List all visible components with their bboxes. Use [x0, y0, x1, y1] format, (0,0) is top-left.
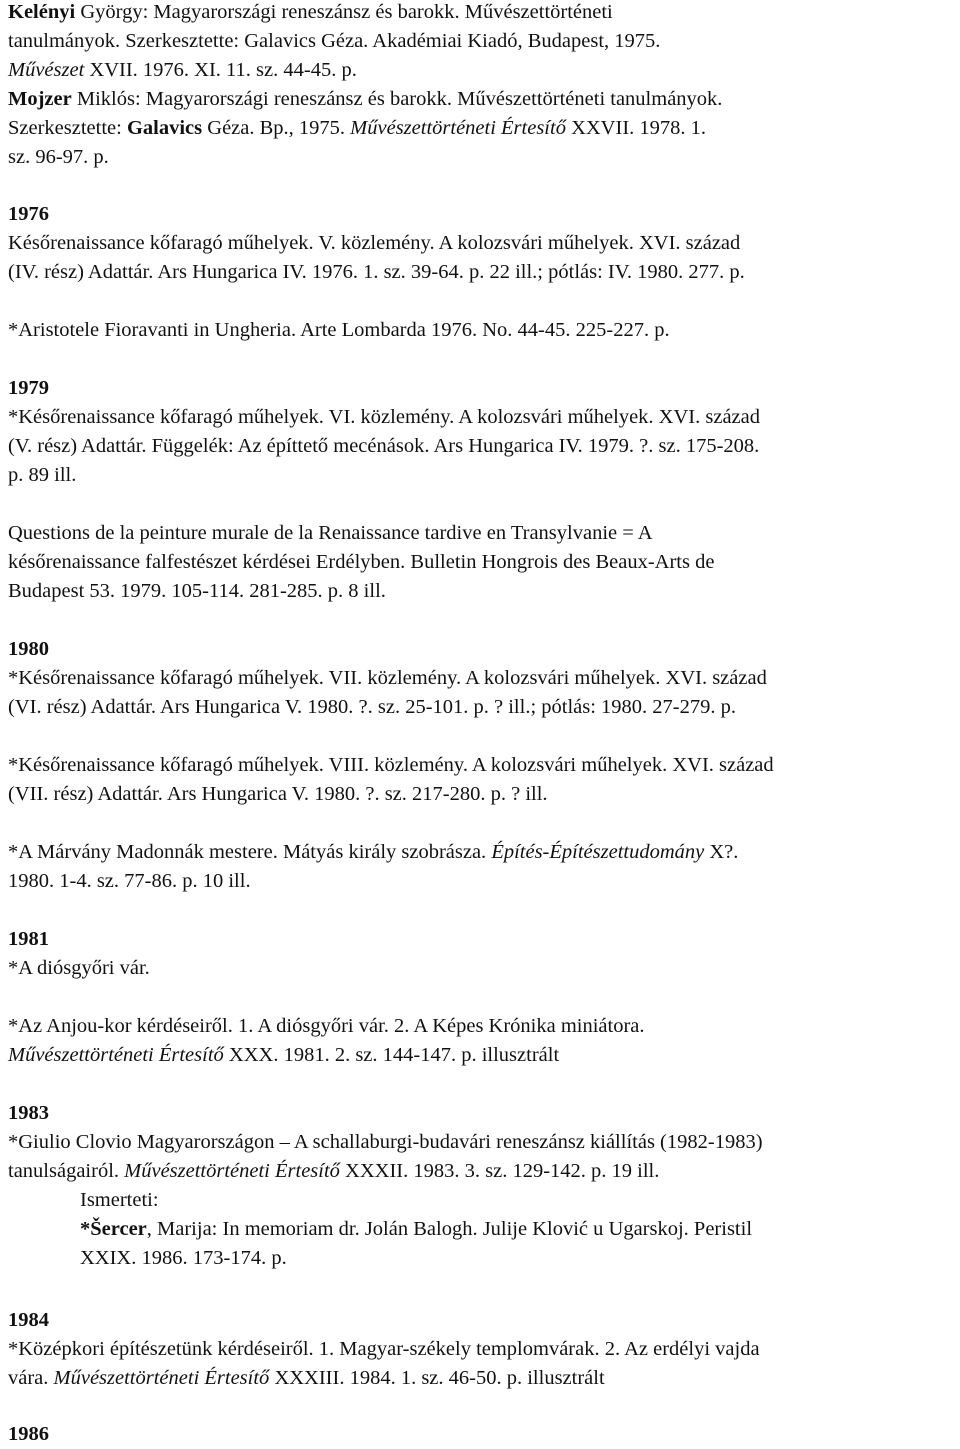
journal-title: Építés-Építészettudomány — [491, 841, 705, 863]
entry-text: vára. — [8, 1367, 54, 1389]
entry-text: (VII. rész) Adattár. Ars Hungarica V. 1980. ?. sz. 217-280. p. ? ill. — [8, 783, 548, 805]
entry-text: (V. rész) Adattár. Függelék: Az építtető mecénások. Ars Hungarica IV. 1979. ?. sz. 175-208. — [8, 435, 760, 457]
entry-kofarago-viii — [8, 751, 953, 809]
journal-title: Művészettörténeti Értesítő — [8, 1044, 224, 1066]
year-section-1981 — [8, 925, 953, 983]
entry-text: *A Márvány Madonnák mestere. Mátyás király szobrásza. — [8, 841, 492, 863]
entry-text: , Marija: In memoriam dr. Jolán Balogh. Julije Klović u Ugarskoj. Peristil — [146, 1218, 753, 1240]
year-heading: 1986 — [8, 1423, 49, 1445]
entry-text: Miklós: Magyarországi reneszánsz és barokk. Művészettörténeti tanulmányok. — [71, 88, 723, 110]
entry-text: Questions de la peinture murale de la Renaissance tardive en Transylvanie = A — [8, 522, 653, 544]
entry-text: XXXIII. 1984. 1. sz. 46-50. p. illusztrált — [269, 1367, 605, 1389]
entry-kelenyi-review — [8, 0, 953, 85]
entry-text: Szerkesztette: — [8, 117, 127, 139]
entry-text: későrenaissance falfestészet kérdései Erdélyben. Bulletin Hongrois des Beaux-Arts de — [8, 551, 715, 573]
entry-text: *Aristotele Fioravanti in Ungheria. Arte Lombarda 1976. No. 44-45. 225-227. p. — [8, 319, 670, 341]
review-label: Ismerteti: — [80, 1189, 159, 1211]
author-name: Kelényi — [8, 1, 76, 23]
entry-text: *Az Anjou-kor kérdéseiről. 1. A diósgyőri vár. 2. A Képes Krónika miniátora. — [8, 1015, 645, 1037]
year-section-1980 — [8, 635, 953, 722]
journal-title: Művészettörténeti Értesítő — [124, 1160, 340, 1182]
year-heading: 1981 — [8, 928, 49, 950]
entry-text: Budapest 53. 1979. 105-114. 281-285. p. 8 ill. — [8, 580, 386, 602]
review-block — [80, 1186, 952, 1273]
year-heading: 1983 — [8, 1102, 49, 1124]
entry-text: tanulságairól. — [8, 1160, 125, 1182]
entry-text: sz. 96-97. p. — [8, 146, 109, 168]
entry-anjou-kor — [8, 1012, 953, 1070]
entry-text: (IV. rész) Adattár. Ars Hungarica IV. 1976. 1. sz. 39-64. p. 22 ill.; pótlás: IV. 1980. 277. p. — [8, 261, 745, 283]
year-section-1984 — [8, 1306, 953, 1393]
entry-text: *Későrenaissance kőfaragó műhelyek. VI. közlemény. A kolozsvári műhelyek. XVI. század — [8, 406, 760, 428]
year-section-1979 — [8, 374, 953, 490]
entry-text: p. 89 ill. — [8, 464, 77, 486]
entry-text: XVII. 1976. XI. 11. sz. 44-45. p. — [84, 59, 357, 81]
year-heading: 1979 — [8, 377, 49, 399]
year-heading: 1980 — [8, 638, 49, 660]
entry-text: Későrenaissance kőfaragó műhelyek. V. közlemény. A kolozsvári műhelyek. XVI. század — [8, 232, 741, 254]
entry-text: *Későrenaissance kőfaragó műhelyek. VIII. közlemény. A kolozsvári műhelyek. XVI. század — [8, 754, 774, 776]
entry-text: *Későrenaissance kőfaragó műhelyek. VII. közlemény. A kolozsvári műhelyek. XVI. század — [8, 667, 767, 689]
entry-marvany-madonnak — [8, 838, 953, 896]
entry-text: 1980. 1-4. sz. 77-86. p. 10 ill. — [8, 870, 251, 892]
author-name: Mojzer — [8, 88, 72, 110]
year-section-1983 — [8, 1099, 953, 1186]
year-section-1986 — [8, 1420, 953, 1449]
journal-title: Művészettörténeti Értesítő — [53, 1367, 270, 1389]
year-heading: 1976 — [8, 203, 49, 225]
entry-mojzer-review — [8, 85, 953, 172]
editor-name: Galavics — [126, 117, 203, 139]
entry-fioravanti — [8, 316, 953, 345]
year-heading: 1984 — [8, 1309, 49, 1331]
entry-text: *A diósgyőri vár. — [8, 957, 150, 979]
author-name: *Šercer — [80, 1218, 147, 1240]
entry-text: XXX. 1981. 2. sz. 144-147. p. illusztrált — [223, 1044, 560, 1066]
entry-text: XXIX. 1986. 173-174. p. — [80, 1247, 287, 1269]
entry-text: Géza. Bp., 1975. — [202, 117, 351, 139]
entry-text: X?. — [704, 841, 739, 863]
entry-text: XXXII. 1983. 3. sz. 129-142. p. 19 ill. — [339, 1160, 660, 1182]
entry-questions-peinture — [8, 519, 953, 606]
journal-title: Művészettörténeti Értesítő — [350, 117, 566, 139]
entry-text: *Középkori építészetünk kérdéseiről. 1. Magyar-székely templomvárak. 2. Az erdélyi vajda — [8, 1338, 760, 1360]
journal-title: Művészet — [8, 59, 85, 81]
entry-text: tanulmányok. Szerkesztette: Galavics Géza. Akadémiai Kiadó, Budapest, 1975. — [8, 30, 661, 52]
entry-text: (VI. rész) Adattár. Ars Hungarica V. 1980. ?. sz. 25-101. p. ? ill.; pótlás: 1980. 27-279. p. — [8, 696, 737, 718]
entry-text: György: Magyarországi reneszánsz és barokk. Művészettörténeti — [75, 1, 613, 23]
entry-text: XXVII. 1978. 1. — [565, 117, 707, 139]
entry-text: *Giulio Clovio Magyarországon – A schallaburgi-budavári reneszánsz kiállítás (1982-1983) — [8, 1131, 763, 1153]
year-section-1976 — [8, 200, 953, 287]
